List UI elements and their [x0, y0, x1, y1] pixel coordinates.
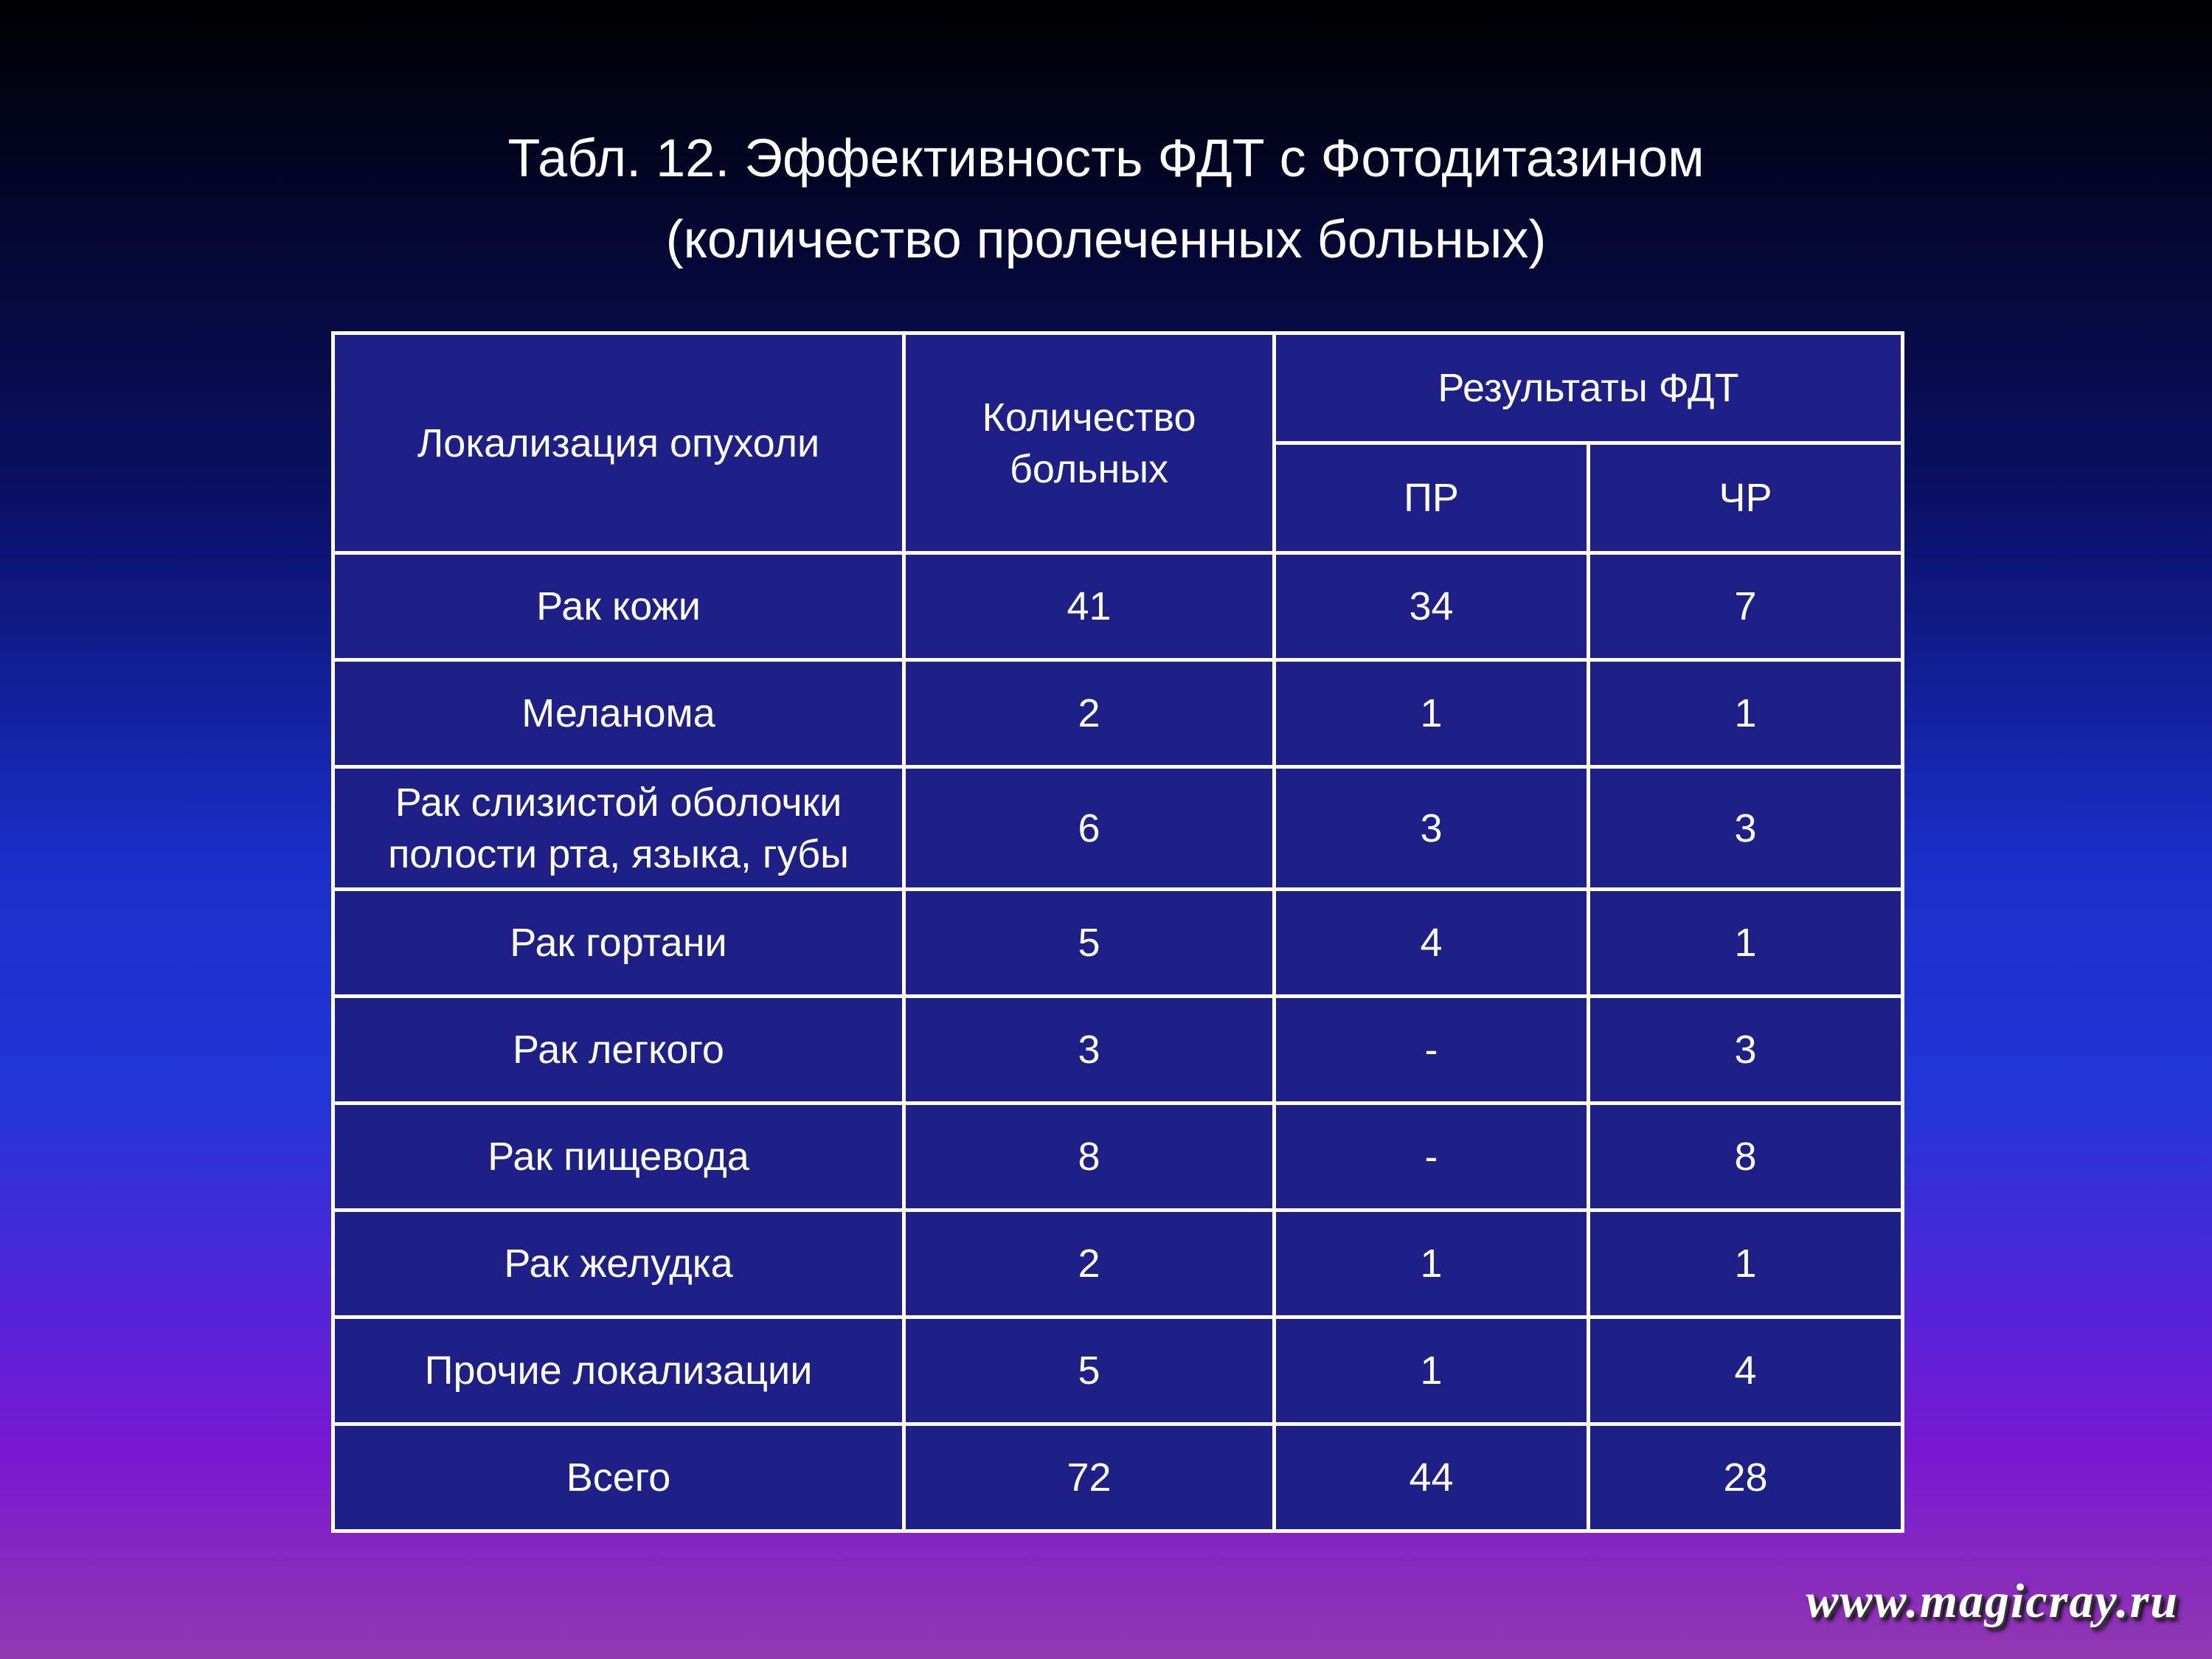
header-count — [904, 333, 1275, 553]
results-table — [331, 331, 1904, 1533]
cell-chr: 1 — [1589, 660, 1903, 767]
cell-count: 8 — [904, 1104, 1275, 1211]
total-row — [333, 1424, 1903, 1531]
cell-location: Рак желудка — [333, 1211, 904, 1317]
cell-location: Рак гортани — [333, 890, 904, 997]
cell-location — [333, 767, 904, 890]
header-results: Результаты ФДТ — [1275, 333, 1903, 443]
title-line-1: Табл. 12. Эффективность ФДТ с Фотодитазином — [507, 129, 1705, 188]
cell-pr: 34 — [1275, 553, 1589, 660]
cell-location: Рак кожи — [333, 553, 904, 660]
cell-chr: 4 — [1589, 1317, 1903, 1424]
cell-count: 5 — [904, 1317, 1275, 1424]
table-row — [333, 1317, 1903, 1424]
table-row — [333, 1104, 1903, 1211]
cell-location: Рак пищевода — [333, 1104, 904, 1211]
slide-title — [0, 118, 2212, 280]
cell-pr: 4 — [1275, 890, 1589, 997]
cell-location: Всего — [333, 1424, 904, 1531]
cell-count: 41 — [904, 553, 1275, 660]
cell-pr: 44 — [1275, 1424, 1589, 1531]
cell-count: 2 — [904, 1211, 1275, 1317]
table-row — [333, 553, 1903, 660]
title-line-2: (количество пролеченных больных) — [665, 210, 1547, 269]
header-location: Локализация опухоли — [333, 333, 904, 553]
table-row — [333, 890, 1903, 997]
cell-chr: 7 — [1589, 553, 1903, 660]
header-row — [333, 333, 1903, 443]
cell-location-line-1: Рак слизистой оболочки — [395, 780, 842, 825]
cell-pr: 1 — [1275, 1211, 1589, 1317]
table-row — [333, 1211, 1903, 1317]
cell-pr: 3 — [1275, 767, 1589, 890]
table-row — [333, 997, 1903, 1104]
cell-location: Прочие локализации — [333, 1317, 904, 1424]
cell-chr: 28 — [1589, 1424, 1903, 1531]
cell-count: 72 — [904, 1424, 1275, 1531]
cell-pr: - — [1275, 997, 1589, 1104]
cell-location: Меланома — [333, 660, 904, 767]
header-pr: ПР — [1275, 443, 1589, 553]
cell-count: 6 — [904, 767, 1275, 890]
cell-count: 2 — [904, 660, 1275, 767]
cell-location-line-2: полости рта, языка, губы — [388, 831, 849, 876]
cell-chr: 1 — [1589, 890, 1903, 997]
header-chr: ЧР — [1589, 443, 1903, 553]
cell-chr: 8 — [1589, 1104, 1903, 1211]
table-row — [333, 767, 1903, 890]
table-row — [333, 660, 1903, 767]
header-count-line-2: больных — [1009, 446, 1169, 491]
cell-chr: 3 — [1589, 767, 1903, 890]
watermark-url: www.magicray.ru — [1806, 1574, 2179, 1628]
cell-pr: 1 — [1275, 1317, 1589, 1424]
cell-chr: 1 — [1589, 1211, 1903, 1317]
cell-count: 3 — [904, 997, 1275, 1104]
cell-chr: 3 — [1589, 997, 1903, 1104]
header-count-line-1: Количество — [982, 395, 1196, 440]
cell-pr: 1 — [1275, 660, 1589, 767]
cell-pr: - — [1275, 1104, 1589, 1211]
cell-count: 5 — [904, 890, 1275, 997]
cell-location: Рак легкого — [333, 997, 904, 1104]
